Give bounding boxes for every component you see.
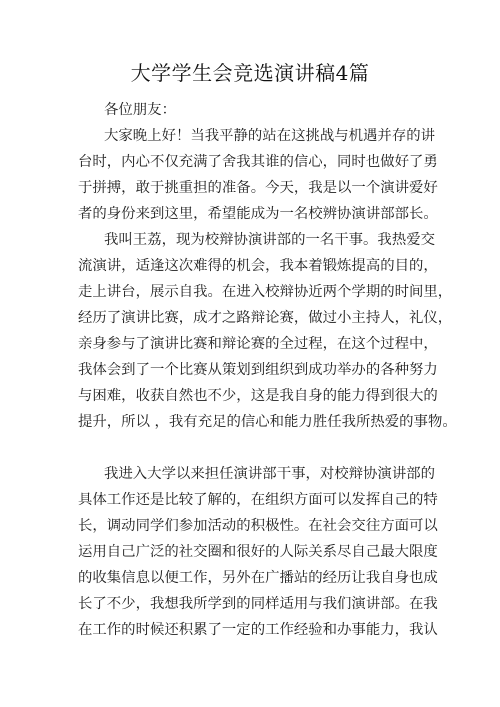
paragraph-2-line-5: 亲身参与了演讲比赛和辩论赛的全过程，在这个过程中， (78, 336, 438, 352)
paragraph-3-line-4: 运用自己广泛的社交圈和很好的人际关系尽自己最大限度 (78, 544, 438, 560)
paragraph-2-line-2: 流演讲，适逢这次难得的机会，我本着锻炼提高的目的， (78, 258, 438, 274)
paragraph-2-line-4: 经历了演讲比赛，成才之路辩论赛，做过小主持人，礼仪， (78, 310, 453, 326)
paragraph-2-line-7: 与困难，收获自然也不少，这是我自身的能力得到很大的 (78, 388, 438, 404)
paragraph-3-line-3: 长，调动同学们参加活动的积极性。在社会交往方面可以 (78, 518, 438, 534)
paragraph-3-line-6: 长了不少，我想我所学到的同样适用与我们演讲部。在我 (78, 596, 438, 612)
paragraph-1-line-3: 于拼搏，敢于挑重担的准备。今天，我是以一个演讲爱好 (78, 180, 438, 196)
paragraph-2-line-8: 提升，所以 ，我有充足的信心和能力胜任我所热爱的事物。 (78, 414, 457, 430)
paragraph-3-line-5: 的收集信息以便工作，另外在广播站的经历让我自身也成 (78, 570, 438, 586)
paragraph-1-line-4: 者的身份来到这里，希望能成为一名校辨协演讲部部长。 (78, 206, 438, 222)
paragraph-1-line-2: 台时，内心不仅充满了舍我其谁的信心，同时也做好了勇 (78, 154, 438, 170)
paragraph-2-line-6: 我体会到了一个比赛从策划到组织到成功举办的各种努力 (78, 362, 438, 378)
document-title: 大学学生会竞选演讲稿4篇 (130, 61, 370, 85)
paragraph-3-line-7: 在工作的时候还积累了一定的工作经验和办事能力，我认 (78, 622, 438, 638)
salutation: 各位朋友： (104, 102, 176, 118)
paragraph-2-line-3: 走上讲台，展示自我。在进入校辩协近两个学期的时间里， (78, 284, 453, 300)
paragraph-1-line-1: 大家晚上好！当我平静的站在这挑战与机遇并存的讲 (104, 128, 435, 144)
paragraph-3-line-2: 具体工作还是比较了解的，在组织方面可以发挥自己的特 (78, 492, 438, 508)
paragraph-3-line-1: 我进入大学以来担任演讲部干事，对校辩协演讲部的 (104, 466, 435, 482)
paragraph-2-line-1: 我叫王荔，现为校辩协演讲部的一名干事。我热爱交 (104, 232, 435, 248)
